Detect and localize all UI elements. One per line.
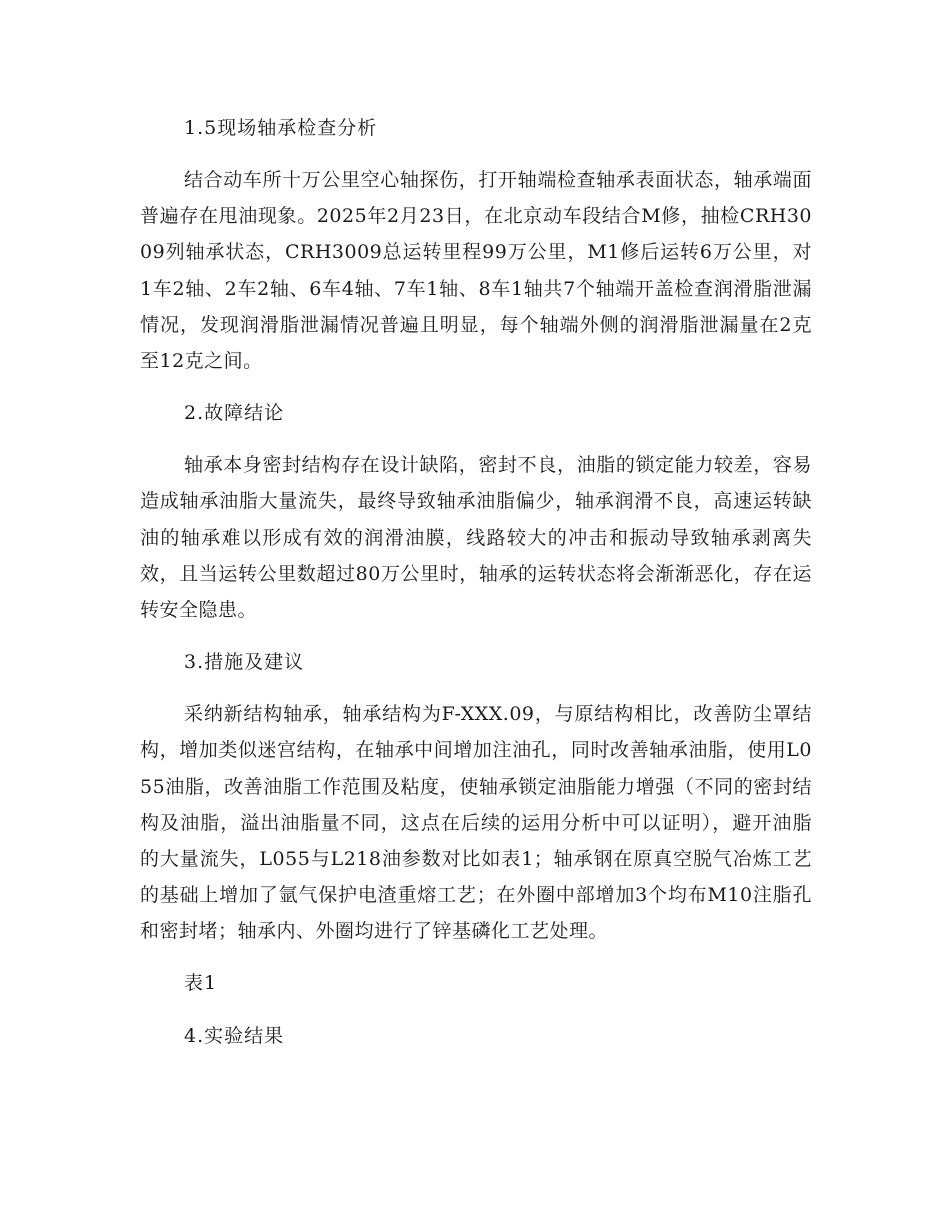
section-heading-4: 4.实验结果 xyxy=(184,1024,285,1047)
section-heading-3: 3.措施及建议 xyxy=(184,651,305,674)
section-heading-2: 2.故障结论 xyxy=(184,402,285,425)
section-body-2: 轴承本身密封结构存在设计缺陷，密封不良，油脂的锁定能力较差，容易造成轴承油脂大量流失，最终导致轴承油脂偏少，轴承润滑不良，高速运转缺油的轴承难以形成有效的润滑油膜，线路较大的冲击和振动导致轴承剥离失效，且当运转公里数超过80万公里时，轴承的运转状态将会渐渐恶化，存在运转安全隐患。 xyxy=(140,454,812,622)
table-caption: 表1 xyxy=(184,971,218,994)
section-heading-1-5: 1.5现场轴承检查分析 xyxy=(184,117,378,139)
document-page xyxy=(140,108,812,1056)
section-body-1-5: 结合动车所十万公里空心轴探伤，打开轴端检查轴承表面状态，轴承端面普遍存在甩油现象。2025年2月23日，在北京动车段结合M修，抽检CRH3009列轴承状态，CRH3009总运转里程99万公里，M1修后运转6万公里，对1车2轴、2车2轴、6车4轴、7车1轴、8车1轴共7个轴端开盖检查润滑脂泄漏情况，发现润滑脂泄漏情况普遍且明显，每个轴端外侧的润滑脂泄漏量在2克至12克之间。 xyxy=(140,169,812,373)
section-body-3: 采纳新结构轴承，轴承结构为F-XXX.09，与原结构相比，改善防尘罩结构，增加类似迷宫结构，在轴承中间增加注油孔，同时改善轴承油脂，使用L055油脂，改善油脂工作范围及粘度，使轴承锁定油脂能力增强（不同的密封结构及油脂，溢出油脂量不同，这点在后续的运用分析中可以证明），避开油脂的大量流失，L055与L218油参数对比如表1；轴承钢在原真空脱气冶炼工艺的基础上增加了氩气保护电渣重熔工艺；在外圈中部增加3个均布M10注脂孔和密封堵；轴承内、外圈均进行了锌基磷化工艺处理。 xyxy=(140,703,812,943)
